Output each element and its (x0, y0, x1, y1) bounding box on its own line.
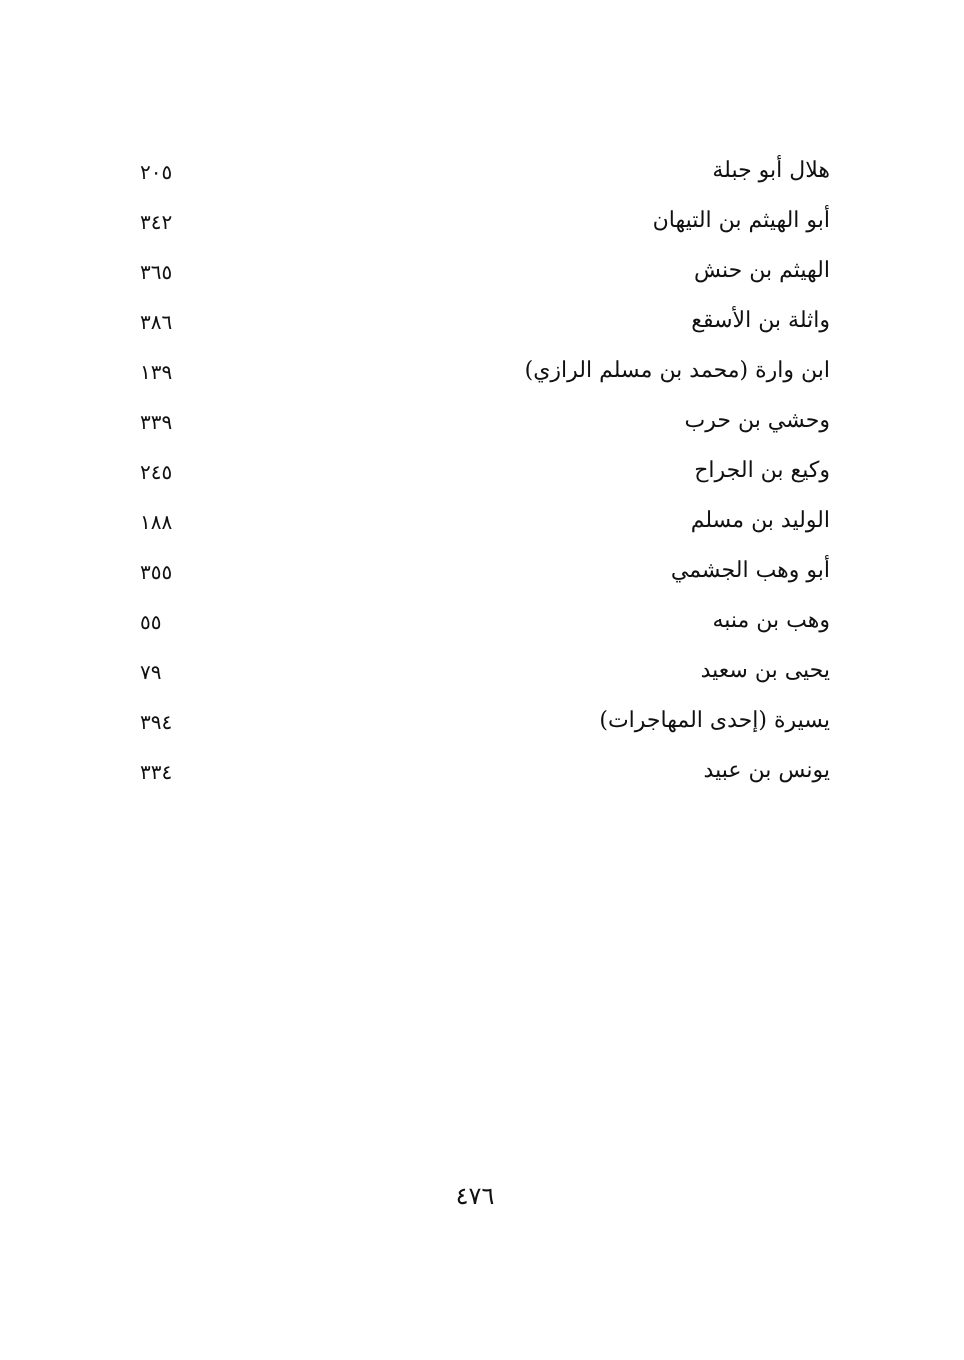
index-entry (130, 648, 830, 698)
entry-name: الوليد بن مسلم (690, 508, 830, 533)
entry-name: الهيثم بن حنش (693, 258, 830, 283)
entry-page-number: ١٨٨ (140, 510, 173, 534)
entry-page-number: ٣٩٤ (140, 710, 173, 734)
index-entry (130, 498, 830, 548)
entry-page-number: ٣٣٩ (140, 410, 173, 434)
entry-name: ابن وارة (محمد بن مسلم الرازي) (524, 358, 830, 383)
entry-page-number: ٣٣٤ (140, 760, 173, 784)
entry-page-number: ٣٥٥ (140, 560, 173, 584)
entry-name: يسيرة (إحدى المهاجرات) (599, 708, 830, 733)
entry-page-number: ١٣٩ (140, 360, 173, 384)
index-entry (130, 298, 830, 348)
entry-page-number: ٣٤٢ (140, 210, 173, 234)
index-entry (130, 398, 830, 448)
index-entry (130, 248, 830, 298)
index-entry (130, 448, 830, 498)
entry-page-number: ٧٩ (140, 660, 162, 684)
index-entry (130, 348, 830, 398)
index-entry (130, 548, 830, 598)
index-entry (130, 748, 830, 798)
entry-name: أبو وهب الجشمي (670, 558, 830, 583)
index-entry (130, 698, 830, 748)
entry-page-number: ٥٥ (140, 610, 162, 634)
entry-name: أبو الهيثم بن التيهان (652, 208, 830, 233)
entry-page-number: ٣٦٥ (140, 260, 173, 284)
entry-name: يونس بن عبيد (703, 758, 830, 783)
entry-page-number: ٢٤٥ (140, 460, 173, 484)
entry-name: يحيى بن سعيد (700, 658, 830, 683)
page-number: ٤٧٦ (455, 1182, 495, 1210)
index-entry (130, 148, 830, 198)
entry-page-number: ٢٠٥ (140, 160, 173, 184)
index-entry (130, 198, 830, 248)
entry-name: وحشي بن حرب (684, 408, 830, 433)
entry-name: واثلة بن الأسقع (691, 308, 830, 333)
entry-page-number: ٣٨٦ (140, 310, 173, 334)
index-entry (130, 598, 830, 648)
entry-name: وكيع بن الجراح (694, 458, 830, 483)
entry-name: وهب بن منبه (712, 608, 830, 633)
entry-name: هلال أبو جبلة (712, 158, 830, 183)
name-index-list (130, 148, 830, 798)
